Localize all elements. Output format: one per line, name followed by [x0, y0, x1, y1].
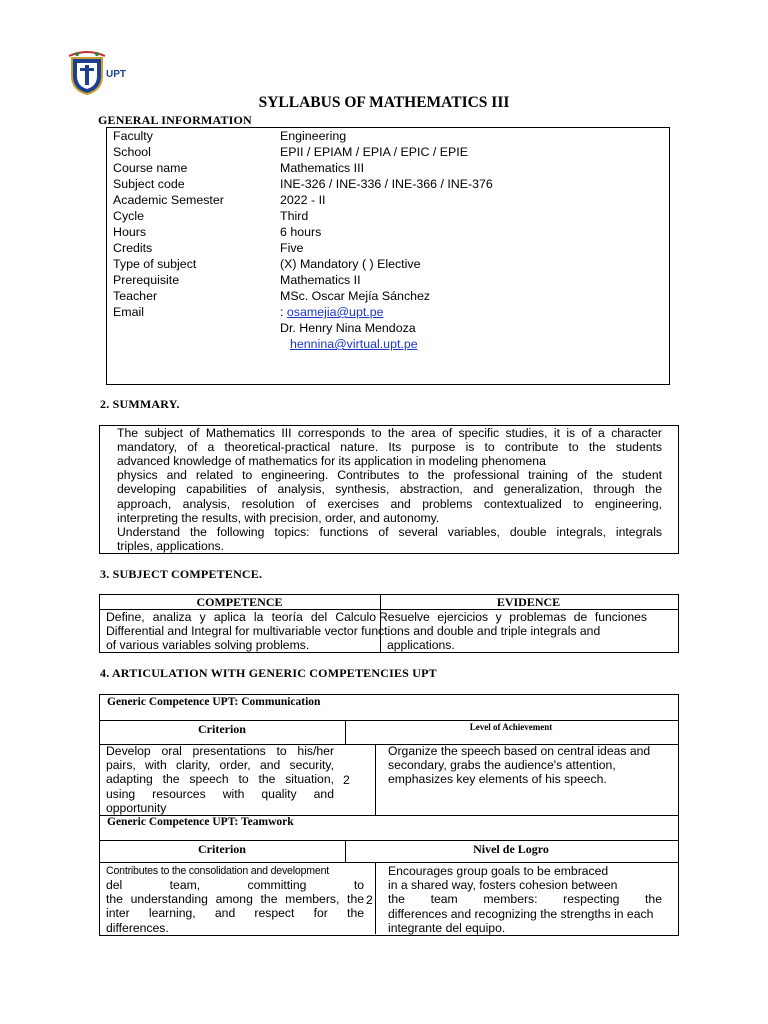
info-label: Type of subject [113, 257, 197, 271]
info-value: 6 hours [280, 225, 322, 239]
summary-line: mandatory, of a theoretical-practical nature. Its purpose is to contribute to the students [117, 440, 662, 455]
team-body-col-divider [375, 862, 376, 934]
team-level-header: Nivel de Logro [473, 842, 549, 856]
comm-criterion-line: adapting the speech to the situation, [106, 772, 334, 787]
email-label: Email [113, 305, 144, 319]
evidence-line: applications. [387, 638, 455, 652]
info-label: Subject code [113, 177, 185, 191]
info-label: Prerequisite [113, 273, 180, 287]
team-header-divider [99, 862, 678, 863]
info-value: Five [280, 241, 304, 255]
summary-line: approach, analysis, resolution of exercises and problems contextualized to engineering, [117, 496, 662, 511]
info-label: Teacher [113, 289, 158, 303]
competence-line: Define, analiza y aplica la teoría del Calculo [106, 610, 376, 624]
email-link-2[interactable]: hennina@virtual.upt.pe [290, 337, 418, 351]
articulation-heading: 4. ARTICULATION WITH GENERIC COMPETENCIES UPT [100, 666, 437, 680]
info-value: Engineering [280, 129, 347, 143]
info-value: 2022 - II [280, 193, 326, 207]
info-label: Academic Semester [113, 193, 224, 207]
comm-level-header: Level of Achievement [469, 722, 553, 732]
team-criterion-small: Contributes to the consolidation and development [106, 865, 330, 877]
logo-text: UPT [106, 69, 126, 80]
team-title-divider [99, 840, 678, 841]
comm-criterion-line: Develop oral presentations to his/her [106, 744, 334, 758]
info-value: MSc. Oscar Mejía Sánchez [280, 289, 431, 303]
summary-line: developing capabilities of analysis, synthesis, abstraction, and generalization, through the [117, 482, 662, 497]
info-value: INE-326 / INE-336 / INE-366 / INE-376 [280, 177, 493, 191]
comm-title-divider [99, 720, 678, 721]
info-value: Mathematics III [280, 161, 365, 175]
info-value: EPII / EPIAM / EPIA / EPIC / EPIE [280, 145, 468, 159]
email-value-2 [290, 336, 418, 352]
document-title: SYLLABUS OF MATHEMATICS III [258, 94, 510, 111]
summary-line: The subject of Mathematics III corresponds to the area of specific studies, it is of a character [117, 426, 662, 440]
teamwork-title: Generic Competence UPT: Teamwork [107, 816, 294, 828]
evidence-col-header: EVIDENCE [496, 595, 561, 609]
team-criterion-line: differences. [106, 920, 169, 935]
comm-level-number: 2 [343, 773, 350, 787]
summary-line: advanced knowledge of mathematics for its application in modeling phenomena [117, 454, 546, 469]
email-link-1[interactable]: osamejia@upt.pe [286, 305, 384, 319]
comm-criterion-line: using resources with quality and [106, 786, 334, 801]
info-label: Faculty [113, 129, 153, 143]
team-level-line: Encourages group goals to be embraced [388, 864, 609, 878]
team-level-line: differences and recognizing the strengths in each [388, 906, 654, 921]
team-criterion-line: inter learning, and respect for the [106, 906, 364, 921]
competence-line: of various variables solving problems. [106, 638, 310, 652]
summary-heading: 2. SUMMARY. [100, 397, 180, 411]
team-level-line: the team members: respecting the [388, 892, 662, 907]
team-criterion-line: del team, committing to [106, 878, 364, 892]
competence-heading: 3. SUBJECT COMPETENCE. [100, 567, 263, 581]
info-value: (X) Mandatory ( ) Elective [280, 257, 421, 271]
communication-title: Generic Competence UPT: Communication [107, 696, 321, 708]
summary-line: Understand the following topics: functions of several variables, double integrals, integrals [117, 524, 662, 539]
info-label: Credits [113, 241, 153, 255]
evidence-line: Resuelve ejercicios y problemas de funciones [379, 610, 647, 624]
team-level-number: 2 [366, 893, 373, 907]
summary-line: triples, applications. [117, 538, 225, 553]
comm-level-line: Organize the speech based on central ideas and [388, 744, 651, 758]
evidence-line: ctions and double and triple integrals and [378, 624, 601, 638]
competence-line: Differential and Integral for multivariable vector fun [106, 624, 379, 638]
info-label: Course name [113, 161, 188, 175]
comm-level-line: emphasizes key elements of his speech. [388, 772, 607, 787]
competence-col-header: COMPETENCE [196, 595, 283, 609]
info-label: Cycle [113, 209, 144, 223]
comm-criterion-line: pairs, with clarity, order, and security, [106, 758, 334, 773]
team-criterion-header: Criterion [198, 842, 246, 856]
info-label: School [113, 145, 151, 159]
team-criterion-line: the understanding among the members, the [106, 892, 364, 907]
info-label: Hours [113, 225, 147, 239]
team-level-line: in a shared way, fosters cohesion between [388, 878, 618, 893]
comm-level-line: secondary, grabs the audience's attention, [388, 758, 616, 773]
summary-line: interpreting the results, with precision, order, and autonomy. [117, 510, 440, 525]
comm-criterion-header: Criterion [198, 722, 246, 736]
team-level-line: integrante del equipo. [388, 920, 506, 935]
info-value: Third [280, 209, 309, 223]
teacher-2: Dr. Henry Nina Mendoza [280, 321, 416, 335]
comm-criterion-line: opportunity [106, 800, 167, 815]
info-value: Mathematics II [280, 273, 361, 287]
summary-line: physics and related to engineering. Contributes to the professional training of the student [117, 468, 662, 483]
email-value-1 [280, 304, 384, 320]
comm-body-col-divider [375, 744, 376, 815]
general-info-heading: GENERAL INFORMATION [98, 113, 252, 127]
email-prefix: : [280, 305, 287, 319]
